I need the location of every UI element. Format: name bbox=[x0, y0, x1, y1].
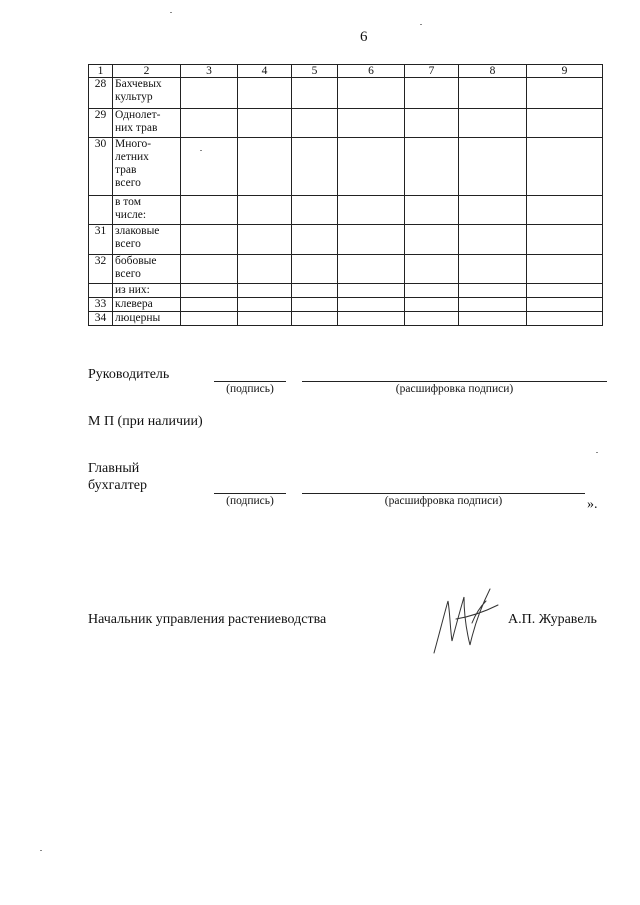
row-label: из них: bbox=[113, 284, 181, 298]
column-header: 2 bbox=[113, 65, 181, 78]
table-row bbox=[89, 109, 603, 138]
scan-speck bbox=[420, 24, 422, 25]
row-number bbox=[89, 284, 113, 298]
table-cell bbox=[527, 109, 603, 138]
row-label: Однолет- них трав bbox=[113, 109, 181, 138]
table-cell bbox=[405, 225, 459, 255]
table-cell bbox=[238, 284, 292, 298]
chief-accountant-label-line2: бухгалтер bbox=[88, 478, 147, 493]
table-cell bbox=[405, 78, 459, 109]
table-cell bbox=[459, 109, 527, 138]
table-cell bbox=[527, 225, 603, 255]
table-cell bbox=[405, 298, 459, 312]
row-number: 29 bbox=[89, 109, 113, 138]
table-cell bbox=[181, 284, 238, 298]
table-cell bbox=[238, 138, 292, 196]
data-table bbox=[88, 64, 603, 326]
table-cell bbox=[527, 78, 603, 109]
table-cell bbox=[459, 78, 527, 109]
column-header: 6 bbox=[338, 65, 405, 78]
table-cell bbox=[405, 196, 459, 225]
head-decode-line bbox=[302, 381, 607, 382]
row-label: Много- летних трав всего bbox=[113, 138, 181, 196]
decode-caption: (расшифровка подписи) bbox=[395, 383, 514, 395]
row-number: 30 bbox=[89, 138, 113, 196]
scan-speck bbox=[170, 12, 172, 13]
row-label: в том числе: bbox=[113, 196, 181, 225]
table-row bbox=[89, 225, 603, 255]
table-cell bbox=[405, 255, 459, 284]
table-cell bbox=[527, 196, 603, 225]
table-cell bbox=[238, 298, 292, 312]
table-cell bbox=[181, 255, 238, 284]
table-row bbox=[89, 196, 603, 225]
head-label: Руководитель bbox=[88, 367, 170, 382]
table-cell bbox=[338, 255, 405, 284]
scan-speck bbox=[40, 850, 42, 851]
table-cell bbox=[338, 196, 405, 225]
signature-caption: (подпись) bbox=[226, 495, 274, 507]
table-header-row bbox=[89, 65, 603, 78]
table-cell bbox=[292, 196, 338, 225]
table-cell bbox=[459, 225, 527, 255]
table-cell bbox=[292, 255, 338, 284]
row-number: 31 bbox=[89, 225, 113, 255]
table-row bbox=[89, 255, 603, 284]
column-header: 7 bbox=[405, 65, 459, 78]
column-header: 3 bbox=[181, 65, 238, 78]
table-cell bbox=[238, 225, 292, 255]
row-label: люцерны bbox=[113, 312, 181, 326]
table-cell bbox=[338, 225, 405, 255]
column-header: 8 bbox=[459, 65, 527, 78]
table-cell bbox=[238, 109, 292, 138]
table-cell bbox=[181, 138, 238, 196]
table-cell bbox=[527, 284, 603, 298]
table-cell bbox=[238, 255, 292, 284]
column-header: 9 bbox=[527, 65, 603, 78]
chief-accountant-label-line1: Главный bbox=[88, 461, 140, 476]
row-number bbox=[89, 196, 113, 225]
row-label: Бахчевых культур bbox=[113, 78, 181, 109]
decode-caption: (расшифровка подписи) bbox=[384, 495, 503, 507]
table-cell bbox=[292, 78, 338, 109]
table-cell bbox=[459, 284, 527, 298]
table-row bbox=[89, 298, 603, 312]
table-row bbox=[89, 284, 603, 298]
table-cell bbox=[459, 255, 527, 284]
table-cell bbox=[527, 255, 603, 284]
table-row bbox=[89, 312, 603, 326]
row-label: бобовые всего bbox=[113, 255, 181, 284]
table-cell bbox=[405, 109, 459, 138]
table-cell bbox=[459, 196, 527, 225]
scan-speck bbox=[596, 452, 598, 453]
row-label: клевера bbox=[113, 298, 181, 312]
table-cell bbox=[181, 298, 238, 312]
table-cell bbox=[405, 284, 459, 298]
stamp-label: М П (при наличии) bbox=[88, 414, 203, 429]
closing-quote: ». bbox=[587, 497, 598, 512]
table-cell bbox=[292, 284, 338, 298]
table-cell bbox=[181, 109, 238, 138]
table-cell bbox=[527, 298, 603, 312]
table-cell bbox=[238, 312, 292, 326]
row-label: злаковые всего bbox=[113, 225, 181, 255]
handwritten-signature bbox=[428, 583, 504, 657]
table-cell bbox=[238, 78, 292, 109]
row-number: 28 bbox=[89, 78, 113, 109]
table-cell bbox=[181, 78, 238, 109]
table-cell bbox=[459, 138, 527, 196]
accountant-decode-line bbox=[302, 493, 585, 494]
head-signature-line bbox=[214, 381, 286, 382]
table-cell bbox=[459, 298, 527, 312]
table-cell bbox=[338, 78, 405, 109]
table-cell bbox=[459, 312, 527, 326]
table-row bbox=[89, 138, 603, 196]
column-header: 1 bbox=[89, 65, 113, 78]
signature-caption: (подпись) bbox=[226, 383, 274, 395]
table-cell bbox=[338, 312, 405, 326]
row-number: 32 bbox=[89, 255, 113, 284]
table-cell bbox=[338, 284, 405, 298]
table-cell bbox=[292, 298, 338, 312]
table-cell bbox=[527, 312, 603, 326]
table-cell bbox=[181, 196, 238, 225]
scan-speck bbox=[200, 150, 202, 151]
table-cell bbox=[292, 225, 338, 255]
table-cell bbox=[238, 196, 292, 225]
table-cell bbox=[292, 138, 338, 196]
footer-name: А.П. Журавель bbox=[508, 612, 597, 627]
row-number: 33 bbox=[89, 298, 113, 312]
column-header: 5 bbox=[292, 65, 338, 78]
table-cell bbox=[405, 138, 459, 196]
table-cell bbox=[338, 138, 405, 196]
table-cell bbox=[181, 312, 238, 326]
column-header: 4 bbox=[238, 65, 292, 78]
table-cell bbox=[292, 312, 338, 326]
footer-position: Начальник управления растениеводства bbox=[88, 612, 327, 627]
table-cell bbox=[338, 298, 405, 312]
table-cell bbox=[292, 109, 338, 138]
table-cell bbox=[338, 109, 405, 138]
table-cell bbox=[527, 138, 603, 196]
table-cell bbox=[405, 312, 459, 326]
table-row bbox=[89, 78, 603, 109]
page-number: 6 bbox=[360, 29, 368, 45]
row-number: 34 bbox=[89, 312, 113, 326]
accountant-signature-line bbox=[214, 493, 286, 494]
table-cell bbox=[181, 225, 238, 255]
